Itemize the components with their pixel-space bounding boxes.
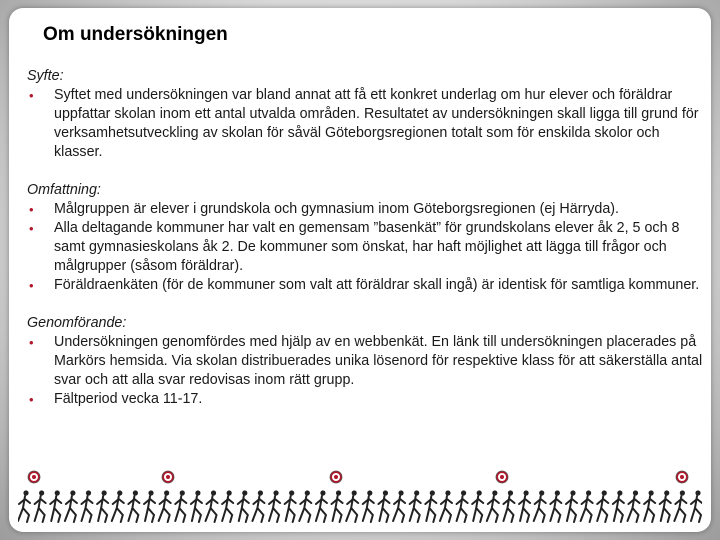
- list-item: [27, 200, 703, 219]
- runner-figure-icon: [222, 490, 233, 522]
- list-item: [27, 276, 703, 295]
- bullet-list: [27, 200, 703, 295]
- runner-figure-icon: [534, 490, 546, 522]
- runner-figure-icon: [65, 490, 77, 522]
- runner-figure-icon: [112, 490, 124, 522]
- list-item-text: Målgruppen är elever i grundskola och gymnasium inom Göteborgsregionen (ej Härryda).: [54, 201, 620, 217]
- runner-figure-icon: [82, 490, 93, 522]
- runner-figure-icon: [691, 490, 702, 522]
- section-syfte: [27, 67, 703, 162]
- list-item: [27, 333, 703, 390]
- runner-figure-icon: [346, 490, 358, 522]
- footer-runners-illustration: [18, 468, 702, 524]
- runner-figure-icon: [425, 490, 436, 522]
- list-item-text: Fältperiod vecka 11-17.: [54, 391, 203, 407]
- runner-figure-icon: [440, 490, 452, 522]
- target-icon: [676, 471, 688, 483]
- runner-figure-icon: [410, 490, 421, 522]
- runner-figure-icon: [175, 490, 186, 522]
- target-icon: [496, 471, 508, 483]
- section-omfattning: [27, 181, 703, 295]
- runner-figure-icon: [566, 490, 577, 522]
- bullet-icon: •: [29, 221, 34, 236]
- list-item-text: Undersökningen genomfördes med hjälp av en webbenkät. En länk till undersökningen placerades på Markörs hemsida. Via skolan distribuerades unika lösenord för respektive klass för att säkerställa antal svar och att alla svar redovisas inom rätt grupp.: [54, 334, 703, 388]
- page-title: Om undersökningen: [43, 24, 228, 45]
- bullet-icon: •: [29, 335, 34, 350]
- runner-figure-icon: [378, 490, 389, 522]
- runner-figure-icon: [503, 490, 514, 522]
- runner-figure-icon: [597, 490, 608, 522]
- target-icon: [330, 471, 342, 483]
- runner-figure-icon: [50, 490, 61, 522]
- runner-figure-icon: [269, 490, 280, 522]
- runner-figure-icon: [674, 490, 686, 522]
- list-item-text: Alla deltagande kommuner har valt en gemensam ”basenkät” för grundskolans elever åk 2, 5 och 8 samt gymnasieskolans åk 2. De kommuner som önskat, har haft möjlighet att lägga till frågor och målgrupper (såsom föräldrar).: [54, 220, 680, 274]
- runner-figure-icon: [18, 490, 30, 522]
- runner-figure-icon: [332, 490, 343, 522]
- runner-figure-icon: [627, 490, 639, 522]
- runner-figure-icon: [550, 490, 561, 522]
- runner-figure-icon: [519, 490, 530, 522]
- runner-figure-icon: [457, 490, 468, 522]
- runner-figure-icon: [252, 490, 264, 522]
- section-label: Genomförande:: [27, 315, 127, 331]
- target-icon: [162, 471, 174, 483]
- list-item: [27, 86, 703, 162]
- runner-figure-icon: [159, 490, 171, 522]
- runner-figure-icon: [206, 490, 218, 522]
- target-icon: [28, 471, 40, 483]
- list-item: [27, 219, 703, 276]
- bullet-list: [27, 333, 703, 409]
- section-label: Omfattning:: [27, 182, 101, 198]
- runner-figure-icon: [363, 490, 374, 522]
- bullet-list: [27, 86, 703, 162]
- runner-figure-icon: [144, 490, 155, 522]
- list-item-text: Syftet med undersökningen var bland annat att få ett konkret underlag om hur elever och föräldrar uppfattar skolan inom ett antal utvalda områden. Resultatet av undersökningen skall ligga till grund för verksamhetsutveckling av skolan för såväl Göteborgsregionen totalt som för enskilda skolor och klasser.: [54, 87, 699, 160]
- runner-figure-icon: [487, 490, 499, 522]
- list-item: [27, 390, 703, 409]
- runner-figure-icon: [660, 490, 671, 522]
- runner-figure-icon: [316, 490, 327, 522]
- bullet-icon: •: [29, 202, 34, 217]
- runner-figure-icon: [581, 490, 593, 522]
- runner-figure-icon: [35, 490, 46, 522]
- runner-figure-icon: [393, 490, 405, 522]
- section-genomforande: [27, 314, 703, 409]
- runner-figure-icon: [128, 490, 139, 522]
- bullet-icon: •: [29, 278, 34, 293]
- runner-figure-icon: [644, 490, 655, 522]
- slide-body: [27, 67, 703, 428]
- runner-figure-icon: [97, 490, 108, 522]
- section-label: Syfte:: [27, 68, 64, 84]
- runner-figure-icon: [191, 490, 202, 522]
- bullet-icon: •: [29, 392, 34, 407]
- runner-figure-icon: [472, 490, 483, 522]
- bullet-icon: •: [29, 88, 34, 103]
- runner-figure-icon: [299, 490, 311, 522]
- runner-figure-icon: [613, 490, 624, 522]
- runner-figure-icon: [238, 490, 249, 522]
- runner-figure-icon: [285, 490, 296, 522]
- list-item-text: Föräldraenkäten (för de kommuner som valt att föräldrar skall ingå) är identisk för samtliga kommuner.: [54, 277, 700, 293]
